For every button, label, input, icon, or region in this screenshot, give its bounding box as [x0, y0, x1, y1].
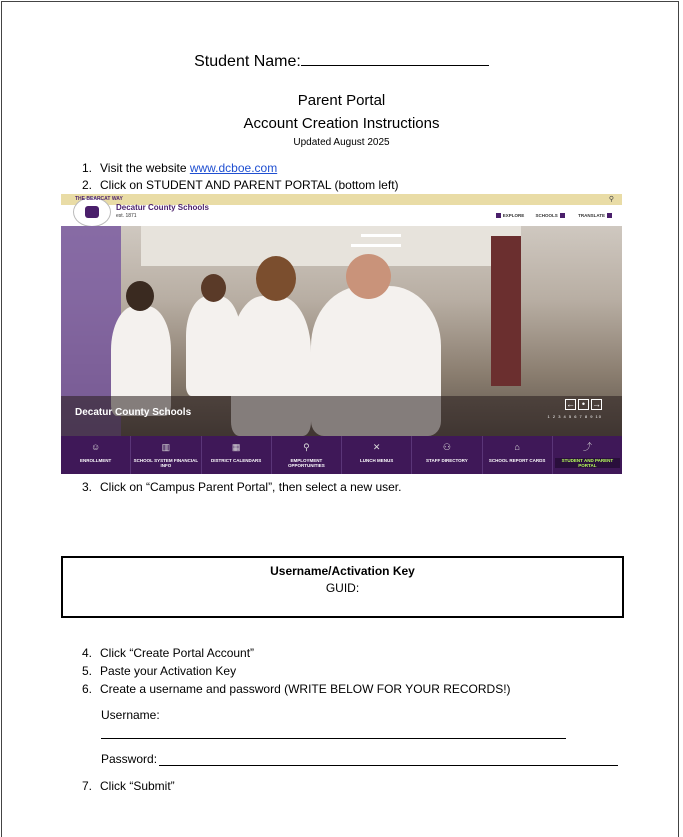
- pause-icon[interactable]: •: [578, 399, 589, 410]
- step-text: Click “Submit”: [100, 779, 175, 793]
- nav-report-cards[interactable]: [483, 436, 553, 474]
- chart-icon: ▥: [161, 442, 171, 452]
- step-text: Click on STUDENT AND PARENT PORTAL (bottom left): [100, 178, 399, 192]
- updated-date: Updated August 2025: [293, 137, 390, 148]
- activation-key-box: [61, 556, 624, 618]
- site-est: est. 1871: [116, 213, 137, 219]
- student-name-blank[interactable]: [301, 50, 489, 66]
- people-icon: ⚇: [442, 442, 451, 452]
- utensils-icon: ✕: [372, 442, 381, 452]
- nav-lunch-menus[interactable]: [342, 436, 412, 474]
- step-number: 4.: [82, 646, 93, 660]
- hero-pagination[interactable]: 1 2 3 4 5 6 7 8 9 10: [547, 414, 602, 419]
- step-3: [82, 480, 401, 494]
- nav-label: SCHOOL SYSTEM FINANCIAL INFO: [133, 458, 199, 468]
- nav-label: DISTRICT CALENDARS: [211, 458, 262, 463]
- graduation-cap-icon: ⌂: [514, 442, 520, 452]
- title-line-1: Parent Portal: [297, 92, 386, 109]
- website-screenshot: [61, 194, 622, 474]
- site-school-name: Decatur County Schools: [116, 203, 209, 212]
- key-box-title: Username/Activation Key: [270, 564, 415, 578]
- nav-calendars[interactable]: [202, 436, 272, 474]
- step-number: 1.: [82, 161, 93, 175]
- top-link-schools[interactable]: SCHOOLS: [536, 213, 567, 218]
- step-6: [82, 682, 511, 696]
- step-text: Visit the website: [100, 161, 190, 175]
- step-text: Paste your Activation Key: [100, 664, 237, 678]
- step-text: Click “Create Portal Account”: [100, 646, 255, 660]
- nav-financial-info[interactable]: [131, 436, 201, 474]
- step-7: [82, 779, 175, 793]
- logo-text: THE BEARCAT WAY: [75, 196, 123, 202]
- nav-label: ENROLLMENT: [80, 458, 112, 463]
- step-number: 6.: [82, 682, 93, 696]
- nav-label: SCHOOL REPORT CARDS: [488, 458, 546, 463]
- student-name-label: Student Name:: [194, 53, 301, 70]
- hero-caption: Decatur County Schools: [75, 407, 192, 418]
- step-5: [82, 664, 236, 678]
- calendar-icon: ▦: [231, 442, 241, 452]
- nav-staff-directory[interactable]: [412, 436, 482, 474]
- step-2: [82, 178, 399, 192]
- password-line[interactable]: [159, 765, 618, 766]
- step-number: 7.: [82, 779, 93, 793]
- nav-label: STUDENT AND PARENT PORTAL: [555, 458, 620, 468]
- website-link[interactable]: www.dcboe.com: [189, 161, 278, 175]
- arrow-right-icon[interactable]: →: [592, 399, 601, 409]
- password-label: Password:: [101, 752, 158, 766]
- hero-image: [61, 226, 622, 436]
- top-link-translate[interactable]: TRANSLATE: [578, 213, 614, 218]
- step-4: [82, 646, 254, 660]
- site-top-links: [486, 213, 614, 218]
- step-text: Click on “Campus Parent Portal”, then select a new user.: [100, 480, 402, 494]
- enrollment-icon: ☺: [91, 442, 101, 452]
- nav-enrollment[interactable]: [61, 436, 131, 474]
- portal-icon: ⤴: [582, 442, 592, 452]
- nav-student-parent-portal[interactable]: [553, 436, 622, 474]
- guid-label: GUID:: [325, 581, 360, 595]
- step-text: Create a username and password (WRITE BELOW FOR YOUR RECORDS!): [100, 682, 511, 696]
- hero-arrows: [563, 399, 602, 410]
- step-number: 3.: [82, 480, 93, 494]
- search-icon[interactable]: ⚲: [608, 196, 614, 203]
- site-header: [61, 194, 622, 226]
- nav-label: LUNCH MENUS: [360, 458, 394, 463]
- nav-label: EMPLOYMENT OPPORTUNITIES: [287, 458, 325, 468]
- arrow-left-icon[interactable]: ←: [566, 399, 575, 409]
- title-line-2: Account Creation Instructions: [243, 115, 440, 132]
- site-quicklinks-bar: [61, 436, 622, 474]
- student-name-line: [0, 50, 683, 71]
- nav-employment[interactable]: [272, 436, 342, 474]
- nav-label: STAFF DIRECTORY: [426, 458, 468, 463]
- search-person-icon: ⚲: [303, 442, 310, 452]
- step-1: [82, 161, 277, 175]
- username-line[interactable]: [101, 738, 566, 739]
- step-number: 5.: [82, 664, 93, 678]
- step-number: 2.: [82, 178, 93, 192]
- username-label: Username:: [101, 708, 160, 722]
- top-link-explore[interactable]: EXPLORE: [496, 213, 525, 218]
